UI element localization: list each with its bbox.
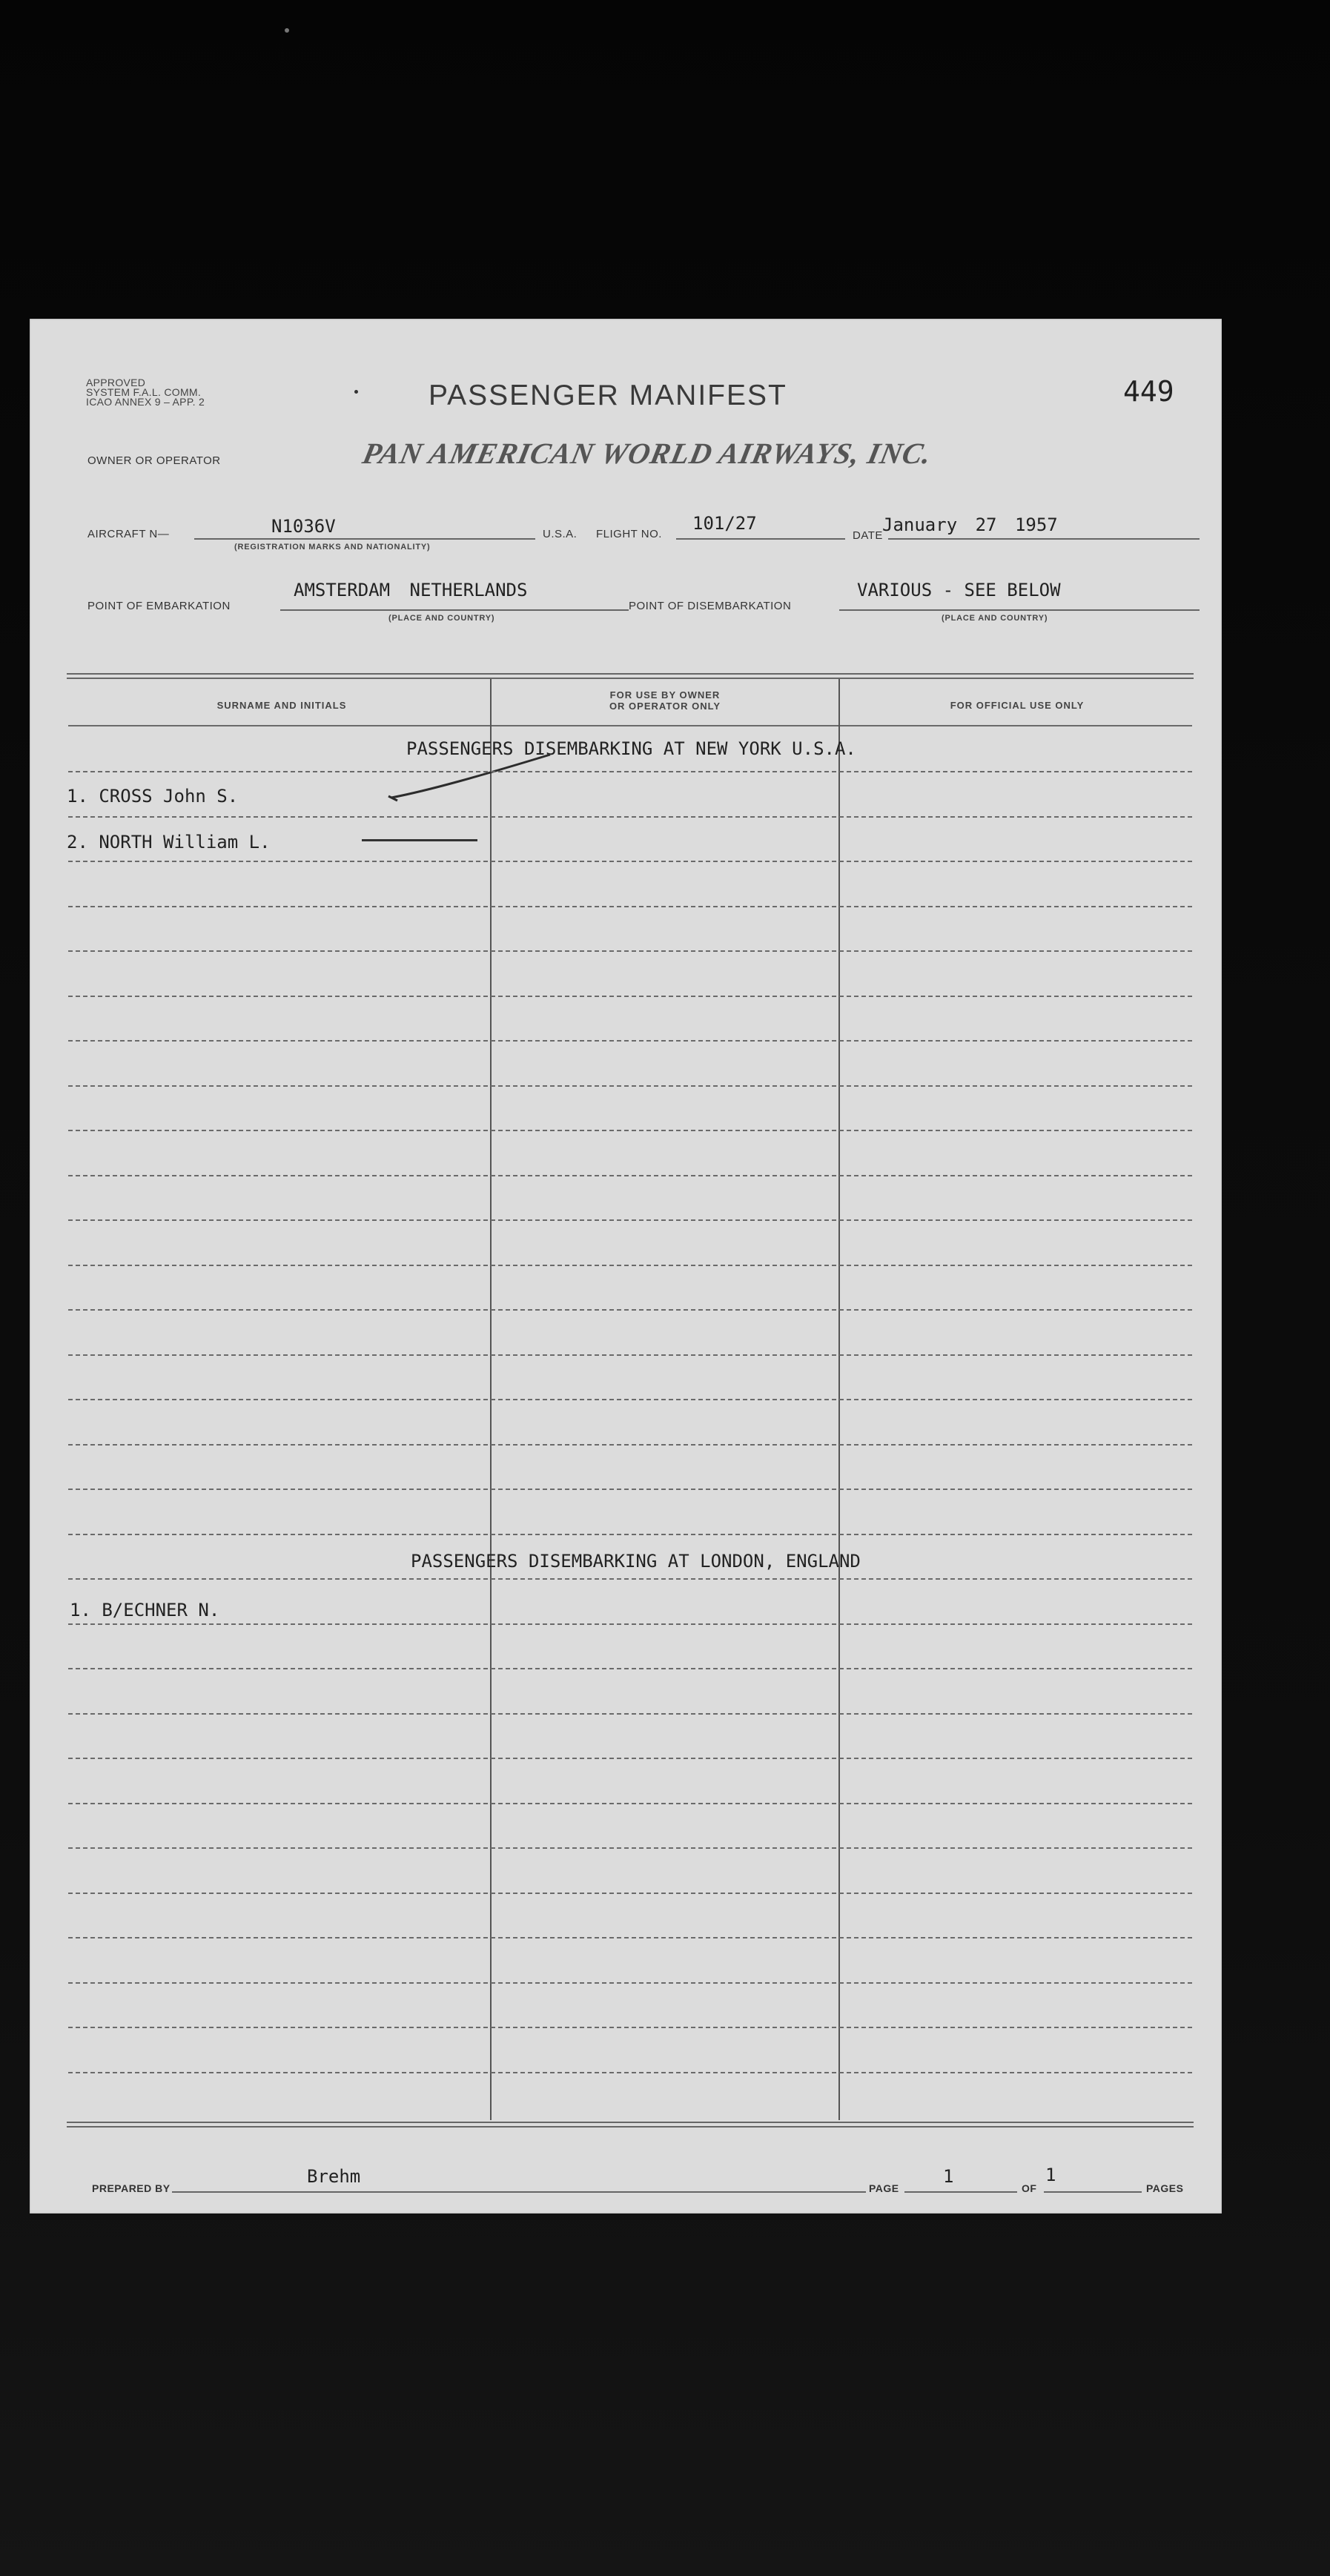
owner-value: PAN AMERICAN WORLD AIRWAYS, INC. <box>360 437 936 470</box>
row-line <box>68 1354 1192 1356</box>
prepared-underline <box>172 2191 866 2193</box>
column-header-official: FOR OFFICIAL USE ONLY <box>950 700 1085 711</box>
row-line <box>68 1219 1192 1221</box>
row-line <box>68 1668 1192 1669</box>
place-note-embark: (PLACE AND COUNTRY) <box>388 614 495 623</box>
row-line <box>68 816 1192 818</box>
prepared-value: Brehm <box>307 2166 361 2187</box>
pen-mark <box>362 839 477 841</box>
section-heading-london: PASSENGERS DISEMBARKING AT LONDON, ENGLAND <box>411 1551 861 1572</box>
row-line <box>68 1489 1192 1490</box>
registration-note: (REGISTRATION MARKS AND NATIONALITY) <box>234 543 431 552</box>
row-line <box>68 861 1192 862</box>
ink-dot <box>354 390 358 394</box>
manifest-page <box>30 319 1222 2214</box>
table-bottom-rule <box>67 2122 1194 2128</box>
flight-label: FLIGHT NO. <box>596 528 662 540</box>
row-line <box>68 2027 1192 2028</box>
row-line <box>68 1982 1192 1984</box>
pages-label: PAGES <box>1146 2182 1184 2194</box>
row-line <box>68 2072 1192 2073</box>
disembark-underline <box>839 609 1200 611</box>
row-line <box>68 1085 1192 1087</box>
column-header-owner-line: OR OPERATOR ONLY <box>609 701 721 712</box>
date-underline <box>888 538 1200 540</box>
aircraft-value: N1036V <box>271 516 336 537</box>
dust-speck <box>285 28 289 33</box>
flight-underline <box>676 538 845 540</box>
place-note-disembark: (PLACE AND COUNTRY) <box>942 614 1048 623</box>
of-value: 1 <box>1045 2165 1056 2185</box>
row-line <box>68 771 1192 772</box>
row-line <box>68 996 1192 997</box>
row-line <box>68 1534 1192 1535</box>
pen-mark <box>386 752 563 811</box>
aircraft-label: AIRCRAFT N— <box>87 528 170 540</box>
flight-value: 101/27 <box>692 513 757 534</box>
of-label: OF <box>1022 2182 1037 2194</box>
disembark-label: POINT OF DISEMBARKATION <box>629 600 792 612</box>
row-line <box>68 1758 1192 1759</box>
passenger-row: 2. NORTH William L. <box>67 832 271 852</box>
row-line <box>68 1040 1192 1042</box>
document-number: 449 <box>1123 375 1174 408</box>
page-label: PAGE <box>869 2182 899 2194</box>
date-label: DATE <box>853 529 883 542</box>
row-line <box>68 1713 1192 1715</box>
table-top-rule <box>67 673 1194 679</box>
row-line <box>68 1309 1192 1311</box>
column-header-surname: SURNAME AND INITIALS <box>216 700 347 711</box>
disembark-value: VARIOUS - SEE BELOW <box>857 580 1061 600</box>
approval-line: SYSTEM F.A.L. COMM. <box>86 386 202 398</box>
approval-line: APPROVED <box>86 377 146 388</box>
row-line <box>68 906 1192 907</box>
row-line <box>68 1623 1192 1625</box>
page-title: PASSENGER MANIFEST <box>429 380 787 411</box>
row-line <box>68 950 1192 952</box>
section-heading-new-york: PASSENGERS DISEMBARKING AT NEW YORK U.S.A. <box>406 738 856 759</box>
row-line <box>68 1175 1192 1176</box>
row-line <box>68 1130 1192 1131</box>
owner-label: OWNER OR OPERATOR <box>87 454 221 467</box>
of-underline <box>1044 2191 1142 2193</box>
embark-label: POINT OF EMBARKATION <box>87 600 231 612</box>
row-line <box>68 1578 1192 1580</box>
row-line <box>68 1265 1192 1266</box>
row-line <box>68 1847 1192 1849</box>
embark-value: AMSTERDAM NETHERLANDS <box>294 580 528 600</box>
column-header-owner <box>492 689 838 712</box>
row-line <box>68 1803 1192 1804</box>
date-value: January 27 1957 <box>882 514 1058 535</box>
approval-line: ICAO ANNEX 9 – APP. 2 <box>86 396 205 408</box>
approval-block <box>86 378 205 407</box>
row-line <box>68 1399 1192 1400</box>
prepared-label: PREPARED BY <box>92 2182 171 2194</box>
page-value: 1 <box>943 2166 954 2187</box>
row-line <box>68 1893 1192 1894</box>
page-underline <box>904 2191 1017 2193</box>
usa-label: U.S.A. <box>543 528 578 540</box>
passenger-row: 1. B/ECHNER N. <box>70 1600 220 1620</box>
aircraft-underline <box>194 538 535 540</box>
passenger-row: 1. CROSS John S. <box>67 786 239 807</box>
embark-underline <box>280 609 629 611</box>
row-line <box>68 1937 1192 1938</box>
header-divider <box>68 725 1192 726</box>
row-line <box>68 1444 1192 1446</box>
column-header-owner-line: FOR USE BY OWNER <box>609 689 721 701</box>
